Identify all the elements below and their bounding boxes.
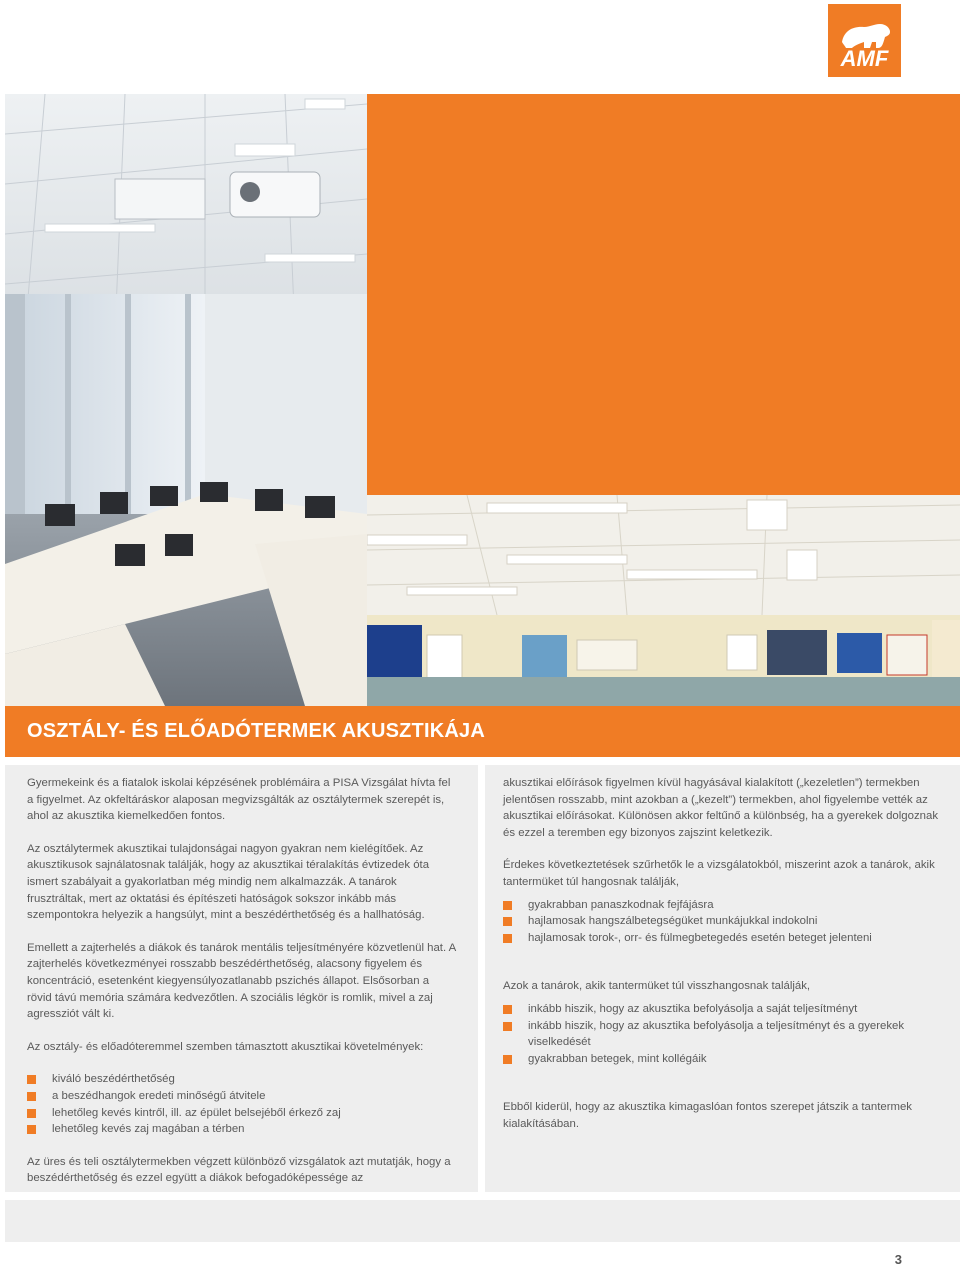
- list-item: gyakrabban panaszkodnak fejfájásra: [503, 897, 940, 914]
- logo-text: AMF: [840, 46, 889, 71]
- list-item: inkább hiszik, hogy az akusztika befolyásolja a teljesítményt és a gyerekek viselkedését: [503, 1018, 940, 1051]
- right-text-column: [485, 765, 960, 1192]
- right-paragraph-4: Ebből kiderül, hogy az akusztika kimagaslóan fontos szerepet játszik a tantermek kialakításában.: [503, 1101, 913, 1130]
- school-room-photo: [367, 495, 960, 706]
- amf-logo: [828, 4, 901, 77]
- school-room-photo-illustration: [367, 495, 960, 706]
- list-item: lehetőleg kevés zaj magában a térben: [27, 1121, 456, 1138]
- page-title: OSZTÁLY- ÉS ELŐADÓTERMEK AKUSZTIKÁJA: [27, 720, 485, 742]
- right-paragraph-3: Azok a tanárok, akik tantermüket túl visszhangosnak találják,: [503, 980, 811, 993]
- list-item: lehetőleg kevés kintről, ill. az épület belsejéből érkező zaj: [27, 1105, 456, 1122]
- left-paragraph-2: Az osztálytermek akusztikai tulajdonságai nagyon gyakran nem kielégítőek. Az akusztikusok sajnálatosnak találják, hogy az akusztikai téralakítás évtizedek óta ismert szabályait a gyakorlatban még mindig nem alkalmazzák. A tanárok frusztráltak, mert az oktatási és építészeti hatóságok sokszor inkább más szempontokra helyezik a hangsúlyt, mint a beszédérthetőség és a hallhatóság.: [27, 842, 430, 922]
- left-paragraph-1: Gyermekeink és a fiatalok iskolai képzésének problémáira a PISA Vizsgálat hívta fel a figyelmet. Az okfeltáráskor alaposan megvizsgálták az osztálytermek szerepét is, ahol az akusztika kiemelkedően fontos.: [27, 777, 451, 823]
- loud-room-list: [503, 897, 940, 947]
- title-bar: [5, 706, 960, 757]
- left-text-column: [5, 765, 478, 1192]
- list-item: kiváló beszédérthetőség: [27, 1071, 456, 1088]
- echo-room-list: [503, 1001, 940, 1067]
- page-number: 3: [894, 1252, 902, 1267]
- right-paragraph-1: akusztikai előírások figyelmen kívül hagyásával kialakított („kezeletlen”) termekben jelentősen rosszabb, mint azokban a („kezelt”) termekben, ahol figyelembe vették az akusztikai előírásokat. Különösen akkor feltűnő a különbség, ha a gyerekek dolgoznak és ezzel a teremben egy bizonyos zajszint keletkezik.: [503, 777, 939, 839]
- requirements-list: [27, 1071, 456, 1137]
- left-paragraph-5: Az üres és teli osztálytermekben végzett különböző vizsgálatok azt mutatják, hogy a beszédérthetőség és ezzel együtt a diákok befogadóképessége az: [27, 1155, 451, 1185]
- classroom-photo: [5, 94, 367, 706]
- right-paragraph-2: Érdekes következtetések szűrhetők le a vizsgálatokból, miszerint azok a tanárok, akik tantermüket túl hangosnak találják,: [503, 859, 935, 888]
- list-item: inkább hiszik, hogy az akusztika befolyásolja a saját teljesítményt: [503, 1001, 940, 1018]
- classroom-photo-illustration: [5, 94, 367, 706]
- left-paragraph-3: Emellett a zajterhelés a diákok és tanárok mentális teljesítményére közvetlenül hat. A zajterhelés következményei rosszabb beszédérthetőség, alacsony figyelem és koncentráció, esetenként kiegyensúlyozatlanabb pszichés állapot. Elsősorban a rövid távú memória számára kedvezőtlen. A szociális légkör is romlik, mivel a zaj agressziót vált ki.: [27, 941, 456, 1021]
- list-item: gyakrabban betegek, mint kollégáik: [503, 1051, 940, 1068]
- left-paragraph-4: Az osztály- és előadóteremmel szemben támasztott akusztikai követelmények:: [27, 1040, 424, 1053]
- list-item: hajlamosak torok-, orr- és fülmegbetegedés esetén beteget jelenteni: [503, 930, 940, 947]
- footer-bar: [5, 1200, 960, 1242]
- orange-panel: [367, 94, 960, 495]
- list-item: hajlamosak hangszálbetegségüket munkájukkal indokolni: [503, 913, 940, 930]
- list-item: a beszédhangok eredeti minőségű átvitele: [27, 1088, 456, 1105]
